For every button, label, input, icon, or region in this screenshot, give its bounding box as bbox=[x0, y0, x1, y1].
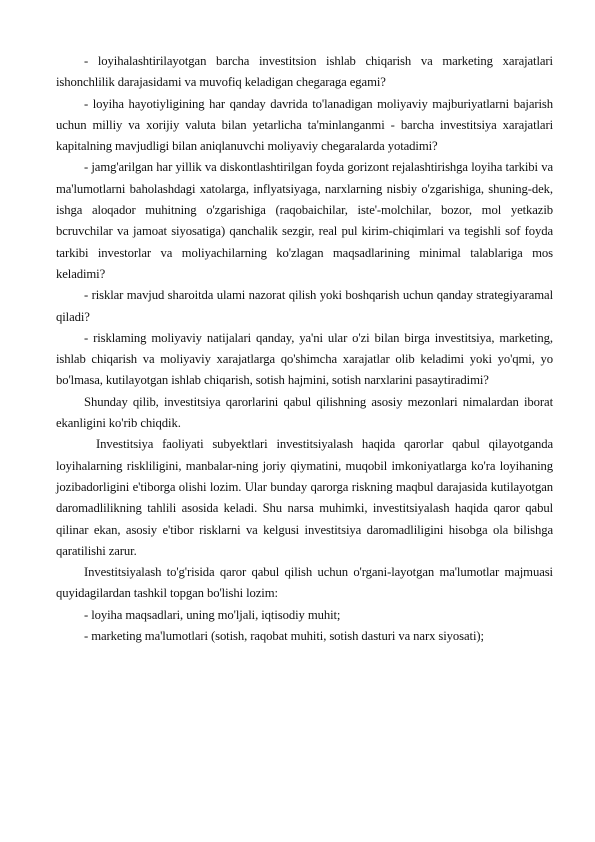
question-financial-obligations: - loyiha hayotiyligining har qanday davrida to'lanadigan moliyaviy majburiyatlarni bajarish uchun milliy va xorijiy valuta bilan yetarlicha ta'minlanganmi - barcha investitsiya xarajatlari kapitalning mavjudligi bilan aniqlanuvchi moliyaviy chegaralarda yotadimi? bbox=[56, 96, 553, 154]
document-page bbox=[56, 51, 553, 647]
question-profit-sensitivity: - jamg'arilgan har yillik va diskontlashtirilgan foyda gorizont rejalashtirishga loyiha tarkibi va ma'lumotlarni baholashdagi xatolarga, inflyatsiyaga, narxlarning nisbiy o'zgarishiga, shuning-dek, ishga aloqador muhitning o'zgarishiga (raqobaichilar, iste'-molchilar, bozor, mol yetkazib bcruvchilar va jamoat siyosatiga) qanchalik sezgir, real pul kirim-chiqimlari va tegishli sof foyda tarkibi investorlar va moliyachilarning ko'zlagan maqsadlarining minimal talablariga mos keladimi? bbox=[56, 160, 553, 281]
list-item-marketing-data: - marketing ma'lumotlari (sotish, raqobat muhiti, sotish dasturi va narx siyosati); bbox=[84, 629, 484, 644]
information-set-paragraph: Investitsiyalash to'g'risida qaror qabul qilish uchun o'rgani-layotgan ma'lumotlar majmuasi quyidagilardan tashkil topgan bo'lishi lozim: bbox=[56, 565, 553, 601]
investment-subjects-paragraph: Investitsiya faoliyati subyektlari investitsiyalash haqida qarorlar qabul qilayotganda loyihalarning riskliligini, manbalar-ning joriy qiymatini, muqobil imkoniyatlarga ko'ra loyihaning jozibadorligini e'tiborga olishi lozim. Ular bunday qarorga riskning maqbul darajasida kutilayotgan daromadlilikning tahlili asosida keladi. Shu narsa muhimki, investitsiyalash haqida qaror qabul qilinar ekan, asosiy e'tibor risklarni va kelgusi investitsiya daromadliligini hisobga ola bilishga qaratilishi zarur. bbox=[56, 437, 553, 558]
question-marketing-costs: - loyihalashtirilayotgan barcha investitsion ishlab chiqarish va marketing xarajatlari ishonchlilik darajasidami va muvofiq keladigan chegaraga egami? bbox=[56, 54, 553, 90]
list-item-project-goals: - loyiha maqsadlari, uning mo'ljali, iqtisodiy muhit; bbox=[84, 607, 341, 622]
summary-paragraph: Shunday qilib, investitsiya qarorlarini qabul qilishning asosiy mezonlari nimalardan iborat ekanligini ko'rib chiqdik. bbox=[56, 394, 553, 431]
question-risk-strategy: - risklar mavjud sharoitda ulami nazorat qilish yoki boshqarish uchun qanday strategiyaramal qiladi? bbox=[56, 288, 553, 324]
question-risk-results: - risklaming moliyaviy natijalari qanday, ya'ni ular o'zi bilan birga investitsiya, marketing, ishlab chiqarish va moliyaviy xarajatlarga qo'shimcha xarajatlar olib keladimi yoki yo'qmi, yo bo'lmasa, kutilayotgan ishlab chiqarish, sotish hajmini, sotish narxlarini pasaytiradimi? bbox=[56, 330, 553, 388]
